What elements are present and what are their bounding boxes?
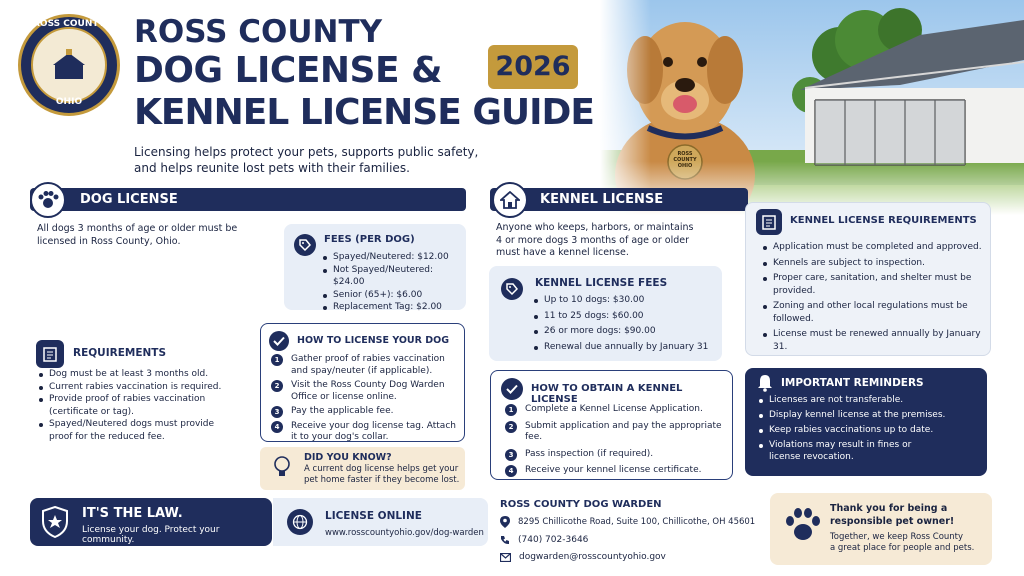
how-to-obtain-kennel-title: HOW TO OBTAIN A KENNEL LICENSE (531, 383, 683, 405)
dog-and-kennel-illustration (600, 0, 1024, 215)
kennel-license-step: 3 Pass inspection (if required). (503, 449, 731, 461)
license-online-title: LICENSE ONLINE (325, 510, 422, 522)
paw-icon (30, 182, 66, 218)
kennel-requirement-item: Kennels are subject to inspection. (762, 257, 986, 270)
dog-warden-contact (500, 499, 762, 562)
price-tag-icon (294, 234, 316, 256)
warden-address: 8295 Chillicothe Road, Suite 100, Chillicothe, OH 45601 (518, 517, 756, 527)
license-online-link[interactable]: www.rosscountyohio.gov/dog-warden (325, 528, 484, 538)
dog-license-step: 3 Pay the applicable fee. (269, 406, 459, 418)
kennel-fee-item: 11 to 25 dogs: $60.00 (533, 310, 718, 323)
kennel-requirement-item: Zoning and other local regulations must be followed. (762, 300, 986, 325)
house-icon (492, 182, 528, 218)
kennel-fees-list (533, 294, 718, 353)
bullet-dot (759, 444, 763, 448)
year-badge: 2026 (488, 45, 578, 89)
did-you-know-title: DID YOU KNOW? (304, 452, 392, 463)
dog-license-step: 4 Receive your dog license tag. Attach it to your dog's collar. (269, 421, 459, 444)
did-you-know-panel (260, 447, 465, 490)
important-reminders-panel (745, 368, 987, 476)
seal-bottom-text: OHIO (55, 97, 83, 107)
step-text: Receive your kennel license certificate. (525, 465, 702, 475)
checkmark-icon (269, 331, 289, 351)
its-the-law-title: IT'S THE LAW. (82, 506, 183, 521)
checkmark-icon (501, 378, 523, 400)
reminder-item: Display kennel license at the premises. (757, 409, 983, 421)
license-online-panel[interactable] (273, 498, 488, 546)
kennel-requirements-title: KENNEL LICENSE REQUIREMENTS (790, 215, 977, 226)
dog-fee-item: Not Spayed/Neutered: $24.00 (322, 264, 462, 289)
dog-requirements-list (38, 368, 234, 443)
title-line-2: DOG LICENSE & (134, 50, 442, 91)
intro-line-2: and helps reunite lost pets with their families. (134, 161, 410, 175)
dog-license-step: 2 Visit the Ross County Dog Warden Office or license online. (269, 380, 459, 403)
title-line-3: KENNEL LICENSE GUIDE (134, 92, 594, 133)
intro-line-1: Licensing helps protect your pets, supports public safety, (134, 145, 479, 159)
reminder-item: Licenses are not transferable. (757, 394, 983, 406)
dog-requirements-panel (36, 338, 256, 450)
clipboard-icon (756, 209, 782, 235)
title-line-1: ROSS COUNTY (134, 14, 383, 50)
important-reminders-title: IMPORTANT REMINDERS (781, 377, 924, 389)
warden-email-row[interactable] (500, 552, 762, 562)
dog-requirement-item: Current rabies vaccination is required. (38, 381, 234, 394)
its-the-law-banner (30, 498, 272, 546)
kennel-license-step: 2 Submit application and pay the appropriate fee. (503, 421, 731, 444)
step-text: Pay the applicable fee. (291, 406, 394, 416)
paw-icon (784, 507, 822, 543)
dog-requirement-item: Dog must be at least 3 months old. (38, 368, 234, 381)
dog-tag-text (670, 151, 700, 169)
kennel-fee-item: Up to 10 dogs: $30.00 (533, 294, 718, 307)
kennel-requirement-item: Proper care, sanitation, and shelter must be provided. (762, 272, 986, 297)
step-text: Receive your dog license tag. Attach it to your dog's collar. (291, 420, 456, 442)
step-text: Visit the Ross County Dog Warden Office or license online. (291, 380, 445, 402)
phone-icon (500, 535, 510, 545)
kennel-requirement-item: License must be renewed annually by January 31. (762, 328, 986, 353)
dog-license-step: 1 Gather proof of rabies vaccination and spay/neuter (if applicable). (269, 354, 459, 377)
dog-fees-list (322, 251, 462, 314)
globe-icon (287, 509, 313, 535)
important-reminders-list (757, 394, 983, 463)
kennel-fees-panel (489, 266, 722, 361)
thank-you-panel (770, 493, 992, 565)
how-to-obtain-kennel-panel (490, 370, 733, 480)
dog-fees-title: FEES (PER DOG) (324, 234, 415, 245)
clipboard-icon (36, 340, 64, 368)
tag-line-2: COUNTY (673, 157, 697, 163)
dog-warden-title: ROSS COUNTY DOG WARDEN (500, 499, 662, 510)
kennel-fees-title: KENNEL LICENSE FEES (535, 277, 668, 289)
warden-address-row (500, 516, 762, 528)
courthouse-icon (51, 47, 87, 83)
kennel-requirements-panel (745, 202, 991, 356)
bullet-dot (759, 429, 763, 433)
kennel-requirement-item: Application must be completed and approved. (762, 241, 986, 254)
dog-license-intro: All dogs 3 months of age or older must be licensed in Ross County, Ohio. (37, 223, 238, 247)
shield-icon (42, 506, 68, 538)
thank-you-text (830, 502, 990, 554)
kennel-license-steps (503, 404, 731, 477)
dog-fees-panel (284, 224, 466, 310)
thank-you-title-1: Thank you for being a (830, 503, 948, 514)
dog-license-header: DOG LICENSE (30, 188, 466, 211)
thank-you-text-2: a great place for people and pets. (830, 543, 975, 553)
warden-email[interactable]: dogwarden@rosscountyohio.gov (519, 552, 666, 562)
envelope-icon (500, 553, 511, 562)
kennel-license-step: 1 Complete a Kennel License Application. (503, 404, 731, 416)
dog-requirements-title: REQUIREMENTS (73, 347, 167, 359)
kennel-fee-item: 26 or more dogs: $90.00 (533, 325, 718, 338)
bullet-dot (759, 399, 763, 403)
location-pin-icon (500, 516, 510, 528)
warden-phone-row[interactable] (500, 535, 762, 545)
step-text: Pass inspection (if required). (525, 448, 654, 459)
thank-you-text-1: Together, we keep Ross County (830, 532, 964, 542)
dog-fee-item: Replacement Tag: $2.00 (322, 301, 462, 314)
tag-line-3: OHIO (677, 163, 693, 169)
bell-icon (757, 374, 773, 392)
kennel-fee-item: Renewal due annually by January 31 (533, 341, 718, 354)
dog-requirement-item: Provide proof of rabies vaccination (certificate or tag). (38, 393, 234, 418)
dog-fee-item: Spayed/Neutered: $12.00 (322, 251, 462, 264)
kennel-requirements-list (762, 241, 986, 353)
kennel-license-intro: Anyone who keeps, harbors, or maintains 4 or more dogs 3 months of age or older must have a kennel license. (496, 222, 694, 258)
reminder-item: Violations may result in fines or license revocation. (757, 439, 927, 463)
did-you-know-text: A current dog license helps get your pet home faster if they become lost. (304, 464, 460, 485)
step-text: Gather proof of rabies vaccination and spay/neuter (if applicable). (291, 354, 445, 376)
thank-you-title-2: responsible pet owner! (830, 516, 955, 527)
kennel-license-step: 4 Receive your kennel license certificate. (503, 465, 731, 477)
hero-photo (600, 0, 1024, 215)
its-the-law-text: License your dog. Protect your community. (82, 525, 220, 545)
kennel-license-header: KENNEL LICENSE (490, 188, 748, 211)
dog-requirement-item: Spayed/Neutered dogs must provide proof for the reduced fee. (38, 418, 234, 443)
price-tag-icon (501, 278, 523, 300)
reminder-item: Keep rabies vaccinations up to date. (757, 424, 983, 436)
bullet-dot (759, 414, 763, 418)
dog-fee-item: Senior (65+): $6.00 (322, 289, 462, 302)
seal-top-text: ROSS COUNTY (32, 19, 106, 29)
warden-phone[interactable]: (740) 702-3646 (518, 535, 589, 545)
how-to-license-dog-title: HOW TO LICENSE YOUR DOG (297, 335, 450, 346)
dog-license-steps (269, 354, 459, 444)
how-to-license-dog-panel (260, 323, 465, 442)
step-text: Submit application and pay the appropriate fee. (525, 420, 722, 442)
tag-line-1: ROSS (677, 151, 693, 157)
step-text: Complete a Kennel License Application. (525, 404, 703, 414)
county-seal (18, 14, 120, 116)
intro-text (134, 144, 478, 176)
lightbulb-icon (272, 454, 292, 480)
